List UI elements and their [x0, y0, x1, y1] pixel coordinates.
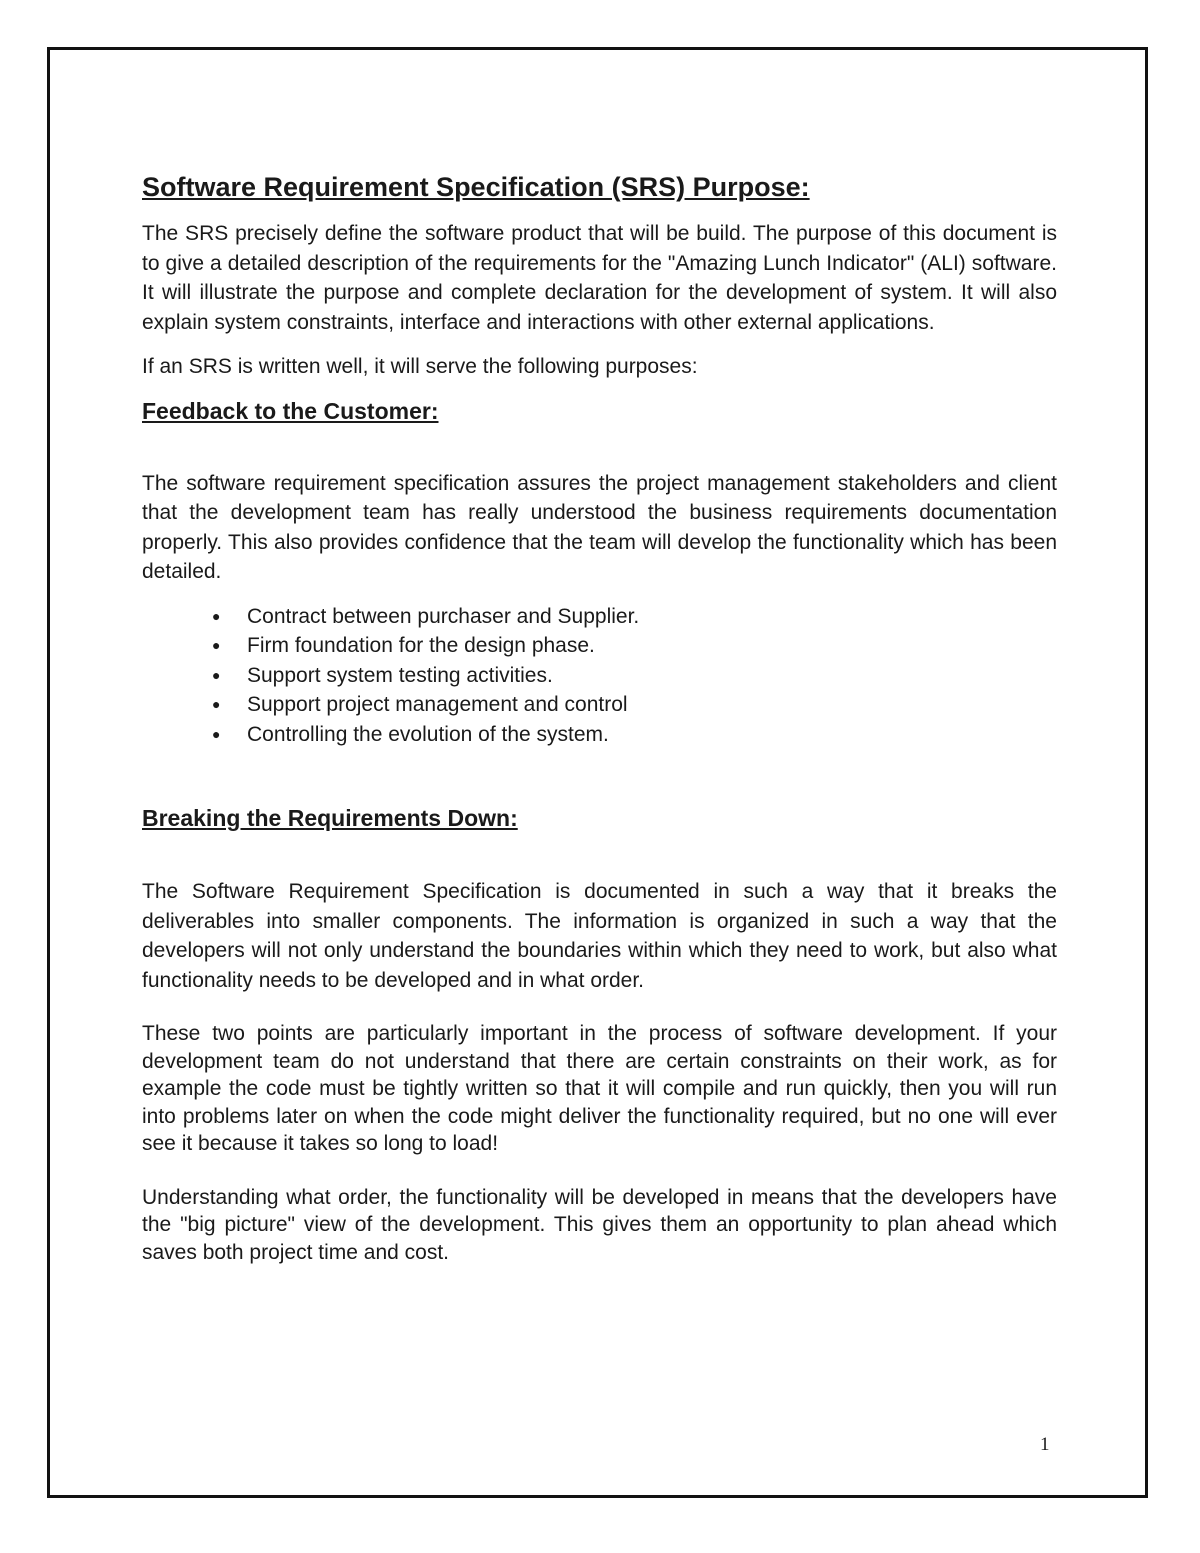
list-item: ● Controlling the evolution of the system. [142, 720, 1057, 750]
list-item: ● Support system testing activities. [142, 661, 1057, 691]
document-title: Software Requirement Specification (SRS) Purpose: [142, 172, 810, 202]
breaking-down-paragraph-2: These two points are particularly important in the process of software development. If your development team do not understand that there are certain constraints on their work, as for example the code must be tightly written so that it will compile and run quickly, then you will run into problems later on when the code might deliver the functionality required, but no one will ever see it because it takes so long to load! [142, 1022, 1057, 1155]
breaking-down-paragraph-3: Understanding what order, the functionality will be developed in means that the developers have the "big picture" view of the development. This gives them an opportunity to plan ahead which saves both project time and cost. [142, 1185, 1057, 1264]
purpose-bullet-list [142, 602, 1057, 750]
document-body [142, 167, 1057, 1266]
intro-paragraph: The SRS precisely define the software product that will be build. The purpose of this document is to give a detailed description of the requirements for the "Amazing Lunch Indicator" (ALI) software. It will illustrate the purpose and complete declaration for the development of system. It will also explain system constraints, interface and interactions with other external applications. [142, 222, 1057, 334]
page-number: 1 [1040, 1434, 1050, 1455]
section-heading-breaking-down: Breaking the Requirements Down: [142, 805, 518, 831]
breaking-down-paragraph-1: The Software Requirement Specification is documented in such a way that it breaks the deliverables into smaller components. The information is organized in such a way that the developers will not only understand the boundaries within which they need to work, but also what functionality needs to be developed and in what order. [142, 880, 1057, 992]
list-item: ● Contract between purchaser and Supplier. [142, 602, 1057, 632]
list-item: ● Firm foundation for the design phase. [142, 631, 1057, 661]
feedback-paragraph: The software requirement specification assures the project management stakeholders and client that the development team has really understood the business requirements documentation properly. This also provides confidence that the team will develop the functionality which has been detailed. [142, 471, 1057, 583]
intro-followup: If an SRS is written well, it will serve the following purposes: [142, 355, 698, 378]
section-heading-feedback: Feedback to the Customer: [142, 397, 439, 424]
list-item: ● Support project management and control [142, 690, 1057, 720]
